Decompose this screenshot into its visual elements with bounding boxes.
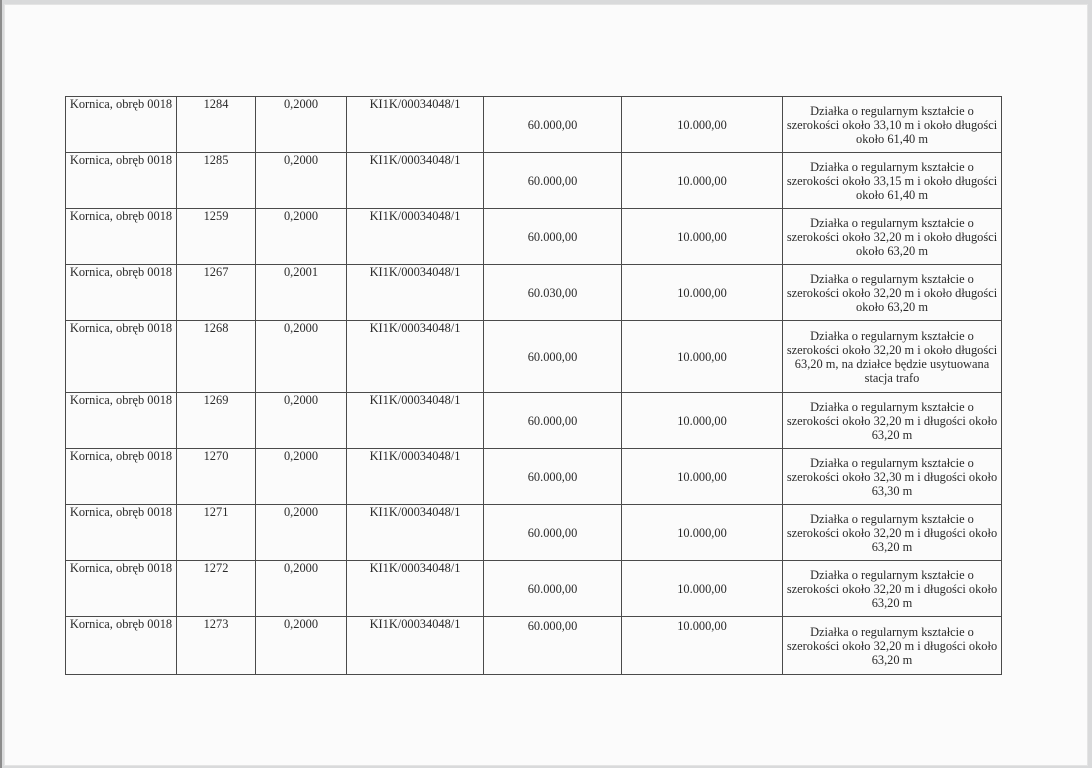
price-cell: 60.030,00 [484,265,622,321]
price-cell: 60.000,00 [484,321,622,393]
price-cell: 60.000,00 [484,505,622,561]
description-cell: Działka o regularnym kształcie o szerokości około 32,20 m i długości około 63,20 m [783,505,1002,561]
description-cell: Działka o regularnym kształcie o szerokości około 32,30 m i długości około 63,30 m [783,449,1002,505]
area-cell: 0,2000 [256,449,347,505]
scan-left-edge [0,0,2,768]
plot-number-cell: 1268 [177,321,256,393]
area-cell: 0,2000 [256,321,347,393]
deposit-cell: 10.000,00 [622,265,783,321]
area-cell: 0,2000 [256,153,347,209]
location-cell: Kornica, obręb 0018 [66,265,177,321]
table-row [66,393,1002,449]
location-cell: Kornica, obręb 0018 [66,153,177,209]
plot-number-cell: 1285 [177,153,256,209]
table-row [66,153,1002,209]
location-cell: Kornica, obręb 0018 [66,209,177,265]
plot-number-cell: 1284 [177,97,256,153]
description-cell: Działka o regularnym kształcie o szerokości około 33,15 m i około długości około 61,40 m [783,153,1002,209]
price-cell: 60.000,00 [484,561,622,617]
area-cell: 0,2000 [256,561,347,617]
land-register-cell: KI1K/00034048/1 [347,393,484,449]
scanned-page [4,4,1088,766]
location-cell: Kornica, obręb 0018 [66,617,177,675]
price-cell: 60.000,00 [484,153,622,209]
location-cell: Kornica, obręb 0018 [66,505,177,561]
price-cell: 60.000,00 [484,393,622,449]
description-cell: Działka o regularnym kształcie o szerokości około 32,20 m i około długości około 63,20 m [783,265,1002,321]
deposit-cell: 10.000,00 [622,209,783,265]
description-cell: Działka o regularnym kształcie o szerokości około 32,20 m i około długości 63,20 m, na działce będzie usytuowana stacja trafo [783,321,1002,393]
price-cell: 60.000,00 [484,209,622,265]
location-cell: Kornica, obręb 0018 [66,321,177,393]
table-row [66,209,1002,265]
area-cell: 0,2000 [256,617,347,675]
location-cell: Kornica, obręb 0018 [66,393,177,449]
table-row [66,505,1002,561]
table-row [66,321,1002,393]
land-register-cell: KI1K/00034048/1 [347,97,484,153]
area-cell: 0,2000 [256,393,347,449]
description-cell: Działka o regularnym kształcie o szerokości około 32,20 m i długości około 63,20 m [783,617,1002,675]
plots-table-body [66,97,1002,675]
description-cell: Działka o regularnym kształcie o szerokości około 32,20 m i długości około 63,20 m [783,561,1002,617]
deposit-cell: 10.000,00 [622,97,783,153]
plot-number-cell: 1267 [177,265,256,321]
deposit-cell: 10.000,00 [622,505,783,561]
location-cell: Kornica, obręb 0018 [66,449,177,505]
plot-number-cell: 1270 [177,449,256,505]
description-cell: Działka o regularnym kształcie o szerokości około 33,10 m i około długości około 61,40 m [783,97,1002,153]
location-cell: Kornica, obręb 0018 [66,561,177,617]
description-cell: Działka o regularnym kształcie o szerokości około 32,20 m i długości około 63,20 m [783,393,1002,449]
plot-number-cell: 1272 [177,561,256,617]
plot-number-cell: 1269 [177,393,256,449]
deposit-cell: 10.000,00 [622,153,783,209]
area-cell: 0,2000 [256,97,347,153]
deposit-cell: 10.000,00 [622,617,783,675]
land-register-cell: KI1K/00034048/1 [347,265,484,321]
price-cell: 60.000,00 [484,617,622,675]
location-cell: Kornica, obręb 0018 [66,97,177,153]
area-cell: 0,2000 [256,505,347,561]
deposit-cell: 10.000,00 [622,321,783,393]
plot-number-cell: 1273 [177,617,256,675]
table-row [66,97,1002,153]
price-cell: 60.000,00 [484,449,622,505]
deposit-cell: 10.000,00 [622,561,783,617]
deposit-cell: 10.000,00 [622,449,783,505]
table-row [66,617,1002,675]
plot-number-cell: 1259 [177,209,256,265]
plot-number-cell: 1271 [177,505,256,561]
deposit-cell: 10.000,00 [622,393,783,449]
land-register-cell: KI1K/00034048/1 [347,321,484,393]
table-row [66,561,1002,617]
table-row [66,449,1002,505]
land-register-cell: KI1K/00034048/1 [347,449,484,505]
land-register-cell: KI1K/00034048/1 [347,153,484,209]
land-register-cell: KI1K/00034048/1 [347,505,484,561]
plots-table [65,96,1002,675]
land-register-cell: KI1K/00034048/1 [347,617,484,675]
land-register-cell: KI1K/00034048/1 [347,209,484,265]
land-register-cell: KI1K/00034048/1 [347,561,484,617]
area-cell: 0,2001 [256,265,347,321]
price-cell: 60.000,00 [484,97,622,153]
description-cell: Działka o regularnym kształcie o szerokości około 32,20 m i około długości około 63,20 m [783,209,1002,265]
table-row [66,265,1002,321]
area-cell: 0,2000 [256,209,347,265]
